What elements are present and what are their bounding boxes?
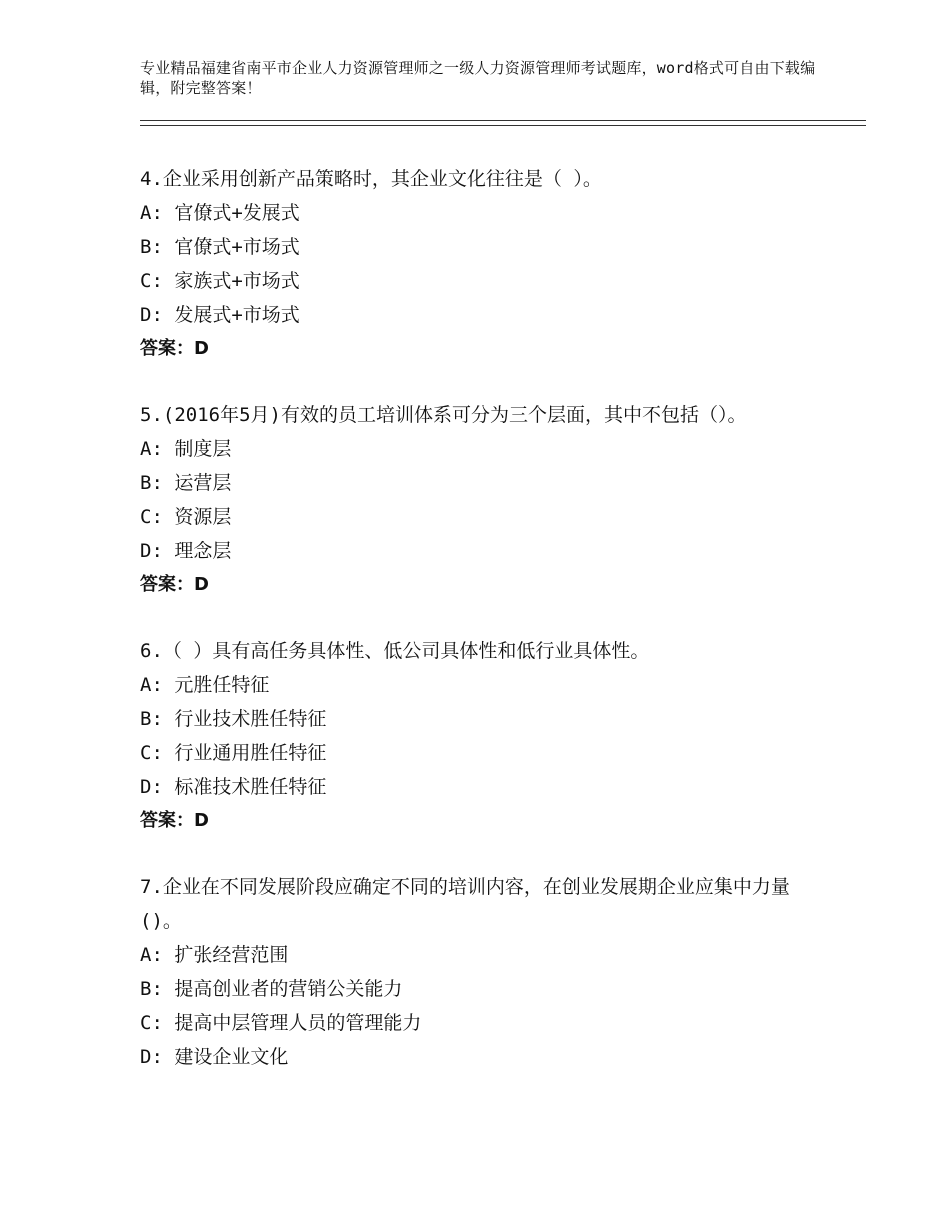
question-4 [140, 162, 840, 366]
option-b: B: 行业技术胜任特征 [140, 708, 327, 730]
question-6 [140, 634, 840, 838]
option-d: D: 标准技术胜任特征 [140, 776, 327, 798]
option-d: D: 发展式+市场式 [140, 304, 300, 326]
question-5 [140, 398, 840, 602]
option-d: D: 建设企业文化 [140, 1046, 289, 1068]
question-stem: 6.（ ）具有高任务具体性、低公司具体性和低行业具体性。 [140, 640, 650, 662]
answer-line: 答案：D [140, 338, 209, 359]
question-stem: 5.(2016年5月)有效的员工培训体系可分为三个层面，其中不包括（）。 [140, 404, 747, 426]
option-a: A: 制度层 [140, 438, 232, 460]
option-a: A: 官僚式+发展式 [140, 202, 300, 224]
option-b: B: 运营层 [140, 472, 232, 494]
header-divider [140, 120, 866, 126]
question-stem: 7.企业在不同发展阶段应确定不同的培训内容，在创业发展期企业应集中力量()。 [140, 876, 790, 932]
answer-line: 答案：D [140, 810, 209, 831]
document-header: 专业精品福建省南平市企业人力资源管理师之一级人力资源管理师考试题库，word格式可自由下载编辑，附完整答案！ [140, 59, 816, 97]
option-a: A: 元胜任特征 [140, 674, 270, 696]
option-a: A: 扩张经营范围 [140, 944, 289, 966]
question-stem: 4.企业采用创新产品策略时，其企业文化往往是（ ）。 [140, 168, 602, 190]
option-c: C: 家族式+市场式 [140, 270, 300, 292]
option-b: B: 官僚式+市场式 [140, 236, 300, 258]
option-c: C: 行业通用胜任特征 [140, 742, 327, 764]
question-7 [140, 870, 840, 1074]
option-c: C: 资源层 [140, 506, 232, 528]
option-d: D: 理念层 [140, 540, 232, 562]
option-b: B: 提高创业者的营销公关能力 [140, 978, 403, 1000]
question-list [140, 162, 840, 1106]
option-c: C: 提高中层管理人员的管理能力 [140, 1012, 422, 1034]
answer-line: 答案：D [140, 574, 209, 595]
